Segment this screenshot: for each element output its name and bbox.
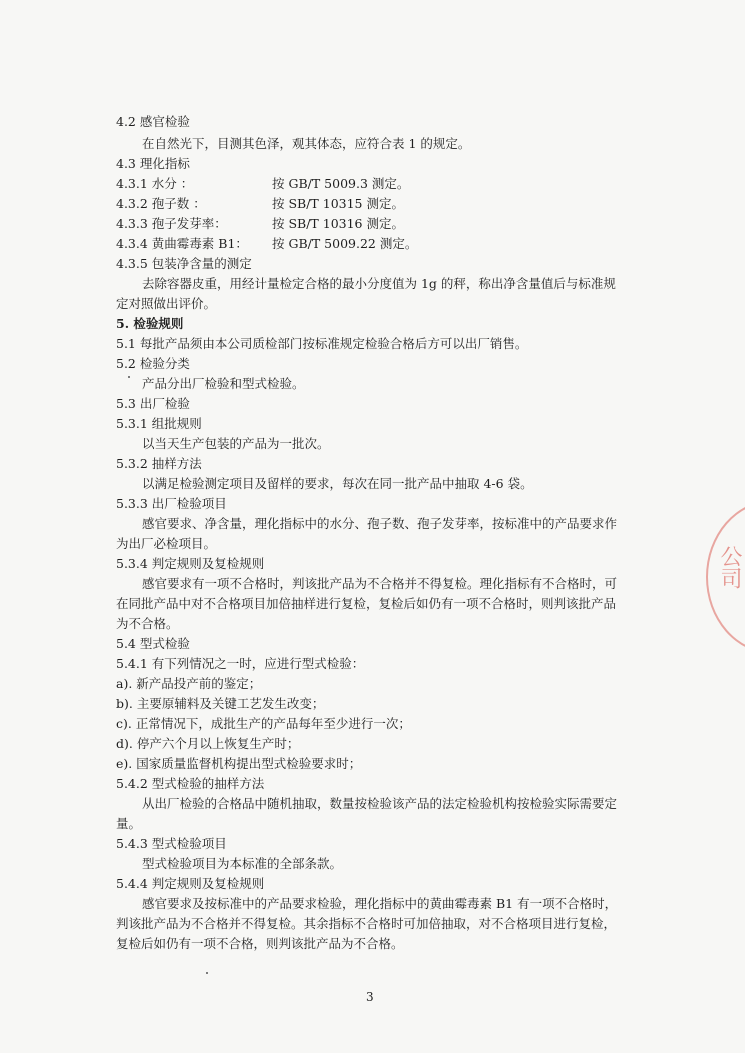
paragraph: 为出厂必检项目。 [116, 536, 217, 551]
heading-5-4-1: 5.4.1 有下列情况之一时，应进行型式检验： [116, 656, 365, 671]
clause-5-1: 5.1 每批产品须由本公司质检部门按标准规定检验合格后方可以出厂销售。 [116, 336, 528, 351]
heading-4-3-5: 4.3.5 包装净含量的测定 [116, 256, 252, 271]
heading-5-4-3: 5.4.3 型式检验项目 [116, 836, 227, 851]
scan-speck [206, 972, 208, 974]
paragraph: 感官要求及按标准中的产品要求检验，理化指标中的黄曲霉毒素 B1 有一项不合格时， [142, 896, 618, 911]
paragraph: 为不合格。 [116, 616, 179, 631]
method-row [116, 214, 404, 234]
method-item: 4.3.4 黄曲霉毒素 B1： [116, 236, 248, 251]
paragraph: 型式检验项目为本标准的全部条款。 [142, 856, 343, 871]
paragraph: 复检后如仍有一项不合格，则判该批产品为不合格。 [116, 936, 404, 951]
heading-5-2: 5.2 检验分类 [116, 356, 190, 371]
paragraph: 定对照做出评价。 [116, 296, 217, 311]
paragraph: 判该批产品为不合格并不得复检。其余指标不合格时可加倍抽取，对不合格项目进行复检， [116, 916, 617, 931]
list-item: d). 停产六个月以上恢复生产时； [116, 736, 300, 751]
heading-5: 5. 检验规则 [116, 316, 184, 331]
paragraph: 感官要求、净含量，理化指标中的水分、孢子数、孢子发芽率，按标准中的产品要求作 [142, 516, 618, 531]
paragraph: 量。 [116, 816, 142, 831]
paragraph: 去除容器皮重，用经计量检定合格的最小分度值为 1g 的秤，称出净含量值后与标准规 [142, 276, 616, 291]
heading-5-3-3: 5.3.3 出厂检验项目 [116, 496, 227, 511]
method-standard: 按 SB/T 10315 测定。 [272, 196, 404, 211]
method-item: 4.3.3 孢子发芽率： [116, 216, 227, 231]
heading-5-4-2: 5.4.2 型式检验的抽样方法 [116, 776, 265, 791]
method-item: 4.3.2 孢子数 ： [116, 196, 206, 211]
seal-text: 公司 [717, 545, 742, 589]
list-item: e). 国家质量监督机构提出型式检验要求时； [116, 756, 362, 771]
method-row [116, 194, 404, 214]
list-item: c). 正常情况下，成批生产的产品每年至少进行一次； [116, 716, 411, 731]
heading-5-3-1: 5.3.1 组批规则 [116, 416, 202, 431]
paragraph: 在同批产品中对不合格项目加倍抽样进行复检，复检后如仍有一项不合格时，则判该批产品 [116, 596, 617, 611]
method-row [116, 234, 418, 254]
paragraph: 从出厂检验的合格品中随机抽取，数量按检验该产品的法定检验机构按检验实际需要定 [142, 796, 618, 811]
scan-speck [128, 376, 130, 378]
paragraph: 感官要求有一项不合格时，判该批产品为不合格并不得复检。理化指标有不合格时，可 [142, 576, 618, 591]
method-standard: 按 GB/T 5009.22 测定。 [272, 236, 418, 251]
heading-4-2: 4.2 感官检验 [116, 114, 190, 129]
heading-4-3: 4.3 理化指标 [116, 156, 190, 171]
page-number: 3 [366, 990, 374, 1004]
heading-5-4: 5.4 型式检验 [116, 636, 190, 651]
paragraph: 以满足检验测定项目及留样的要求，每次在同一批产品中抽取 4-6 袋。 [142, 476, 533, 491]
method-row [116, 174, 410, 194]
method-standard: 按 SB/T 10316 测定。 [272, 216, 404, 231]
paragraph: 以当天生产包装的产品为一批次。 [142, 436, 330, 451]
paragraph: 产品分出厂检验和型式检验。 [142, 376, 305, 391]
list-item: a). 新产品投产前的鉴定； [116, 676, 262, 691]
list-item: b). 主要原辅料及关键工艺发生改变； [116, 696, 325, 711]
heading-5-3-4: 5.3.4 判定规则及复检规则 [116, 556, 265, 571]
heading-5-4-4: 5.4.4 判定规则及复检规则 [116, 876, 265, 891]
heading-5-3: 5.3 出厂检验 [116, 396, 190, 411]
method-item: 4.3.1 水分 ： [116, 176, 194, 191]
heading-5-3-2: 5.3.2 抽样方法 [116, 456, 202, 471]
method-standard: 按 GB/T 5009.3 测定。 [272, 176, 410, 191]
paragraph: 在自然光下，目测其色泽，观其体态，应符合表 1 的规定。 [142, 136, 471, 151]
